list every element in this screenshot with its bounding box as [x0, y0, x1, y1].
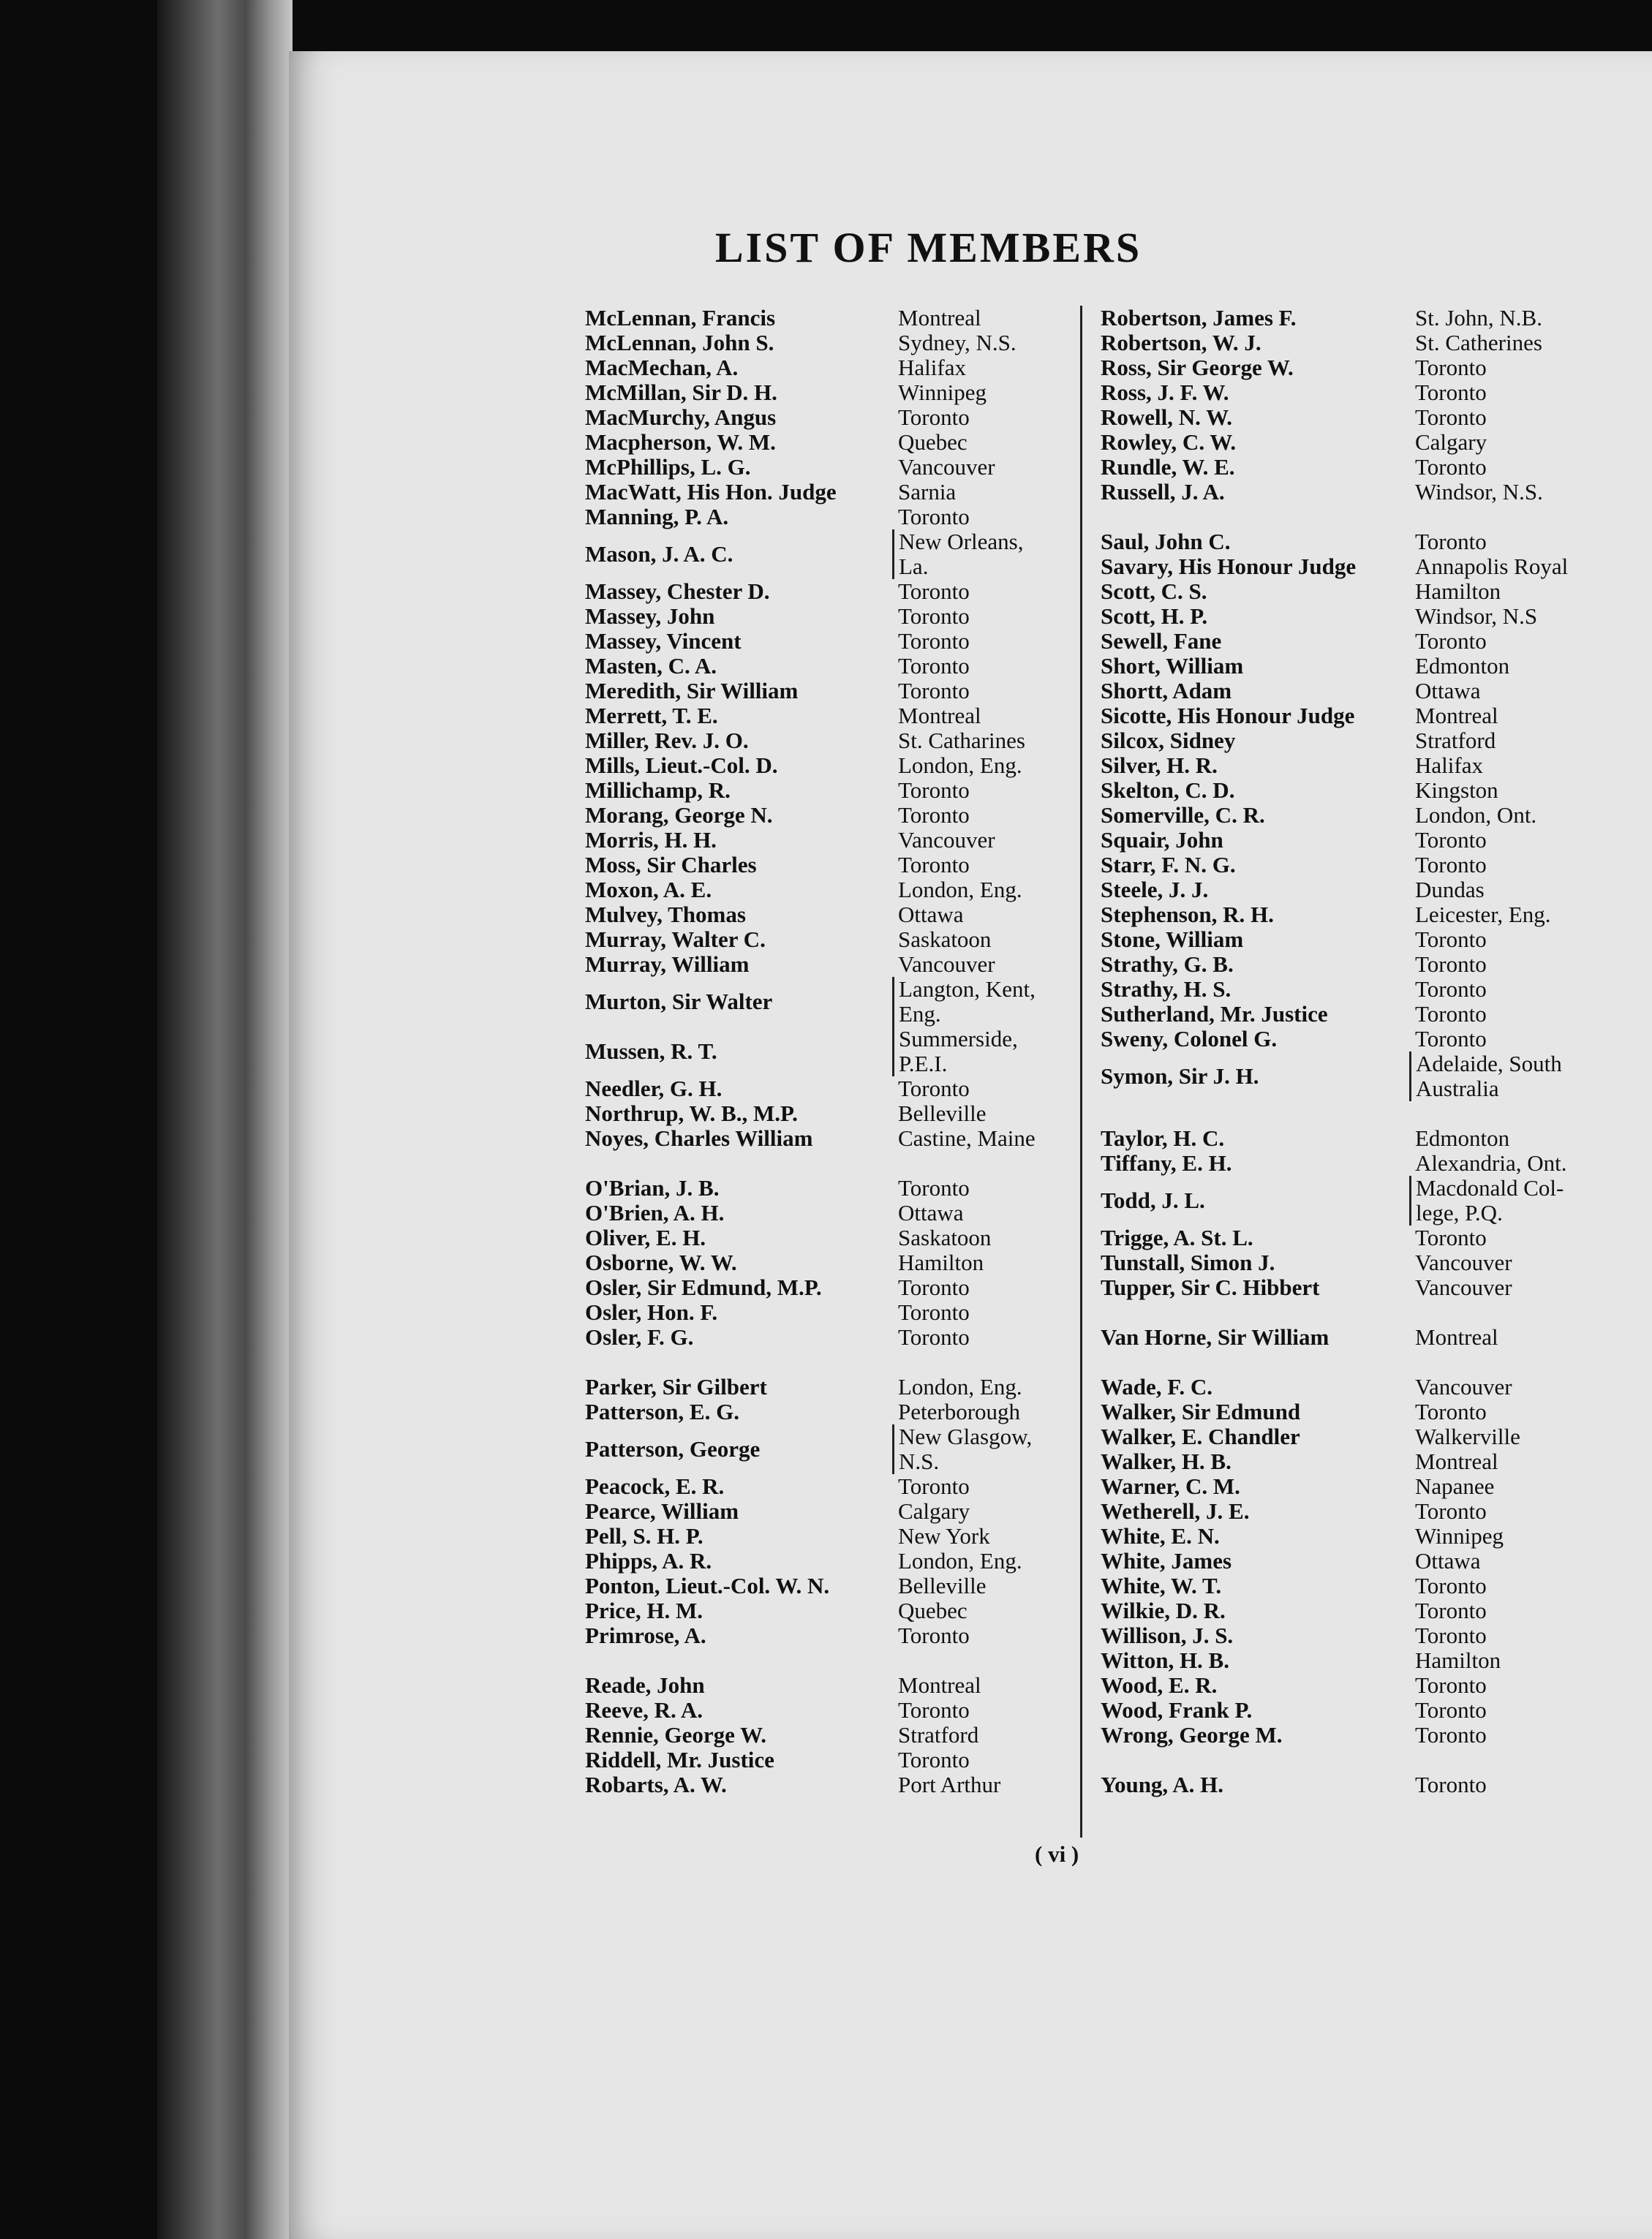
- member-place: Stratford: [1415, 728, 1496, 753]
- member-row: [1101, 803, 1638, 828]
- member-place: Calgary: [898, 1498, 970, 1524]
- member-name: McLennan, Francis: [585, 305, 776, 331]
- member-place: Toronto: [1415, 628, 1487, 654]
- member-name: Wood, E. R.: [1101, 1672, 1218, 1698]
- member-name: Mussen, R. T.: [585, 1038, 717, 1064]
- member-name: Price, H. M.: [585, 1598, 703, 1623]
- member-place: Toronto: [898, 1324, 970, 1350]
- member-place: Ottawa: [1415, 678, 1481, 703]
- member-name: Taylor, H. C.: [1101, 1125, 1225, 1151]
- member-name: Northrup, W. B., M.P.: [585, 1100, 798, 1126]
- member-row: [1101, 1424, 1638, 1449]
- member-place: Summerside, P.E.I.: [892, 1027, 1018, 1076]
- member-place: Montreal: [1415, 1449, 1498, 1474]
- member-name: Rennie, George W.: [585, 1722, 766, 1748]
- member-row: [1101, 430, 1638, 455]
- member-row: [1101, 927, 1638, 952]
- member-place: Edmonton: [1415, 1125, 1510, 1151]
- member-name: Reade, John: [585, 1672, 705, 1698]
- member-place: Napanee: [1415, 1473, 1495, 1499]
- member-name: Todd, J. L.: [1101, 1188, 1205, 1213]
- member-name: Young, A. H.: [1101, 1772, 1223, 1797]
- member-row: [1101, 1275, 1638, 1300]
- member-name: Wood, Frank P.: [1101, 1697, 1253, 1723]
- member-place: Toronto: [1415, 380, 1487, 405]
- member-place: Annapolis Royal: [1415, 554, 1569, 579]
- member-place: Dundas: [1415, 877, 1485, 902]
- member-place: Toronto: [898, 1697, 970, 1723]
- member-place: St. Catharines: [898, 728, 1025, 753]
- member-place: Quebec: [898, 429, 968, 455]
- member-row: [1101, 828, 1638, 853]
- member-place: Toronto: [1415, 404, 1487, 430]
- member-place: Vancouver: [1415, 1250, 1512, 1275]
- member-place: Toronto: [898, 1623, 970, 1648]
- member-name: Parker, Sir Gilbert: [585, 1374, 767, 1400]
- member-place: Vancouver: [898, 951, 995, 977]
- member-place: Toronto: [1415, 529, 1487, 554]
- member-row: [1101, 1623, 1638, 1648]
- member-place: Windsor, N.S.: [1415, 479, 1543, 505]
- member-name: Oliver, E. H.: [585, 1225, 706, 1250]
- member-row: [1101, 654, 1638, 679]
- member-name: Starr, F. N. G.: [1101, 852, 1236, 877]
- member-row: [1101, 1151, 1638, 1176]
- member-place: Sydney, N.S.: [898, 330, 1017, 355]
- member-place: Montreal: [1415, 1324, 1498, 1350]
- member-name: Walker, Sir Edmund: [1101, 1399, 1301, 1424]
- member-name: Strathy, H. S.: [1101, 976, 1232, 1002]
- member-name: Reeve, R. A.: [585, 1697, 703, 1723]
- member-name: Murton, Sir Walter: [585, 989, 773, 1014]
- member-place: Halifax: [1415, 752, 1483, 778]
- member-name: Manning, P. A.: [585, 504, 729, 529]
- member-place: Montreal: [898, 1672, 981, 1698]
- member-row: [1101, 1449, 1638, 1474]
- member-place: Saskatoon: [898, 1225, 992, 1250]
- member-row: [1101, 1375, 1638, 1400]
- member-place: Montreal: [898, 703, 981, 728]
- member-place: Langton, Kent, Eng.: [892, 977, 1036, 1027]
- member-row: [1101, 1673, 1638, 1698]
- member-row: [1101, 1598, 1638, 1623]
- member-place: Hamilton: [1415, 578, 1501, 604]
- member-row: [1101, 1648, 1638, 1673]
- member-place: Vancouver: [898, 454, 995, 480]
- member-name: Morang, George N.: [585, 802, 773, 828]
- member-place: Toronto: [1415, 355, 1487, 380]
- member-name: Ross, Sir George W.: [1101, 355, 1294, 380]
- member-place: Windsor, N.S: [1415, 603, 1538, 629]
- member-row: [1101, 1002, 1638, 1027]
- member-name: MacWatt, His Hon. Judge: [585, 479, 837, 505]
- member-name: Meredith, Sir William: [585, 678, 799, 703]
- member-place: Halifax: [898, 355, 966, 380]
- member-place: Toronto: [898, 777, 970, 803]
- member-name: Merrett, T. E.: [585, 703, 718, 728]
- member-name: Pell, S. H. P.: [585, 1523, 704, 1549]
- member-place: Hamilton: [898, 1250, 984, 1275]
- member-row: [1101, 679, 1638, 703]
- member-name: O'Brien, A. H.: [585, 1200, 725, 1226]
- member-row: [1101, 1176, 1638, 1226]
- member-name: Sutherland, Mr. Justice: [1101, 1001, 1328, 1027]
- member-name: Short, William: [1101, 653, 1244, 679]
- member-place: Macdonald Col- lege, P.Q.: [1409, 1176, 1564, 1226]
- member-row: [1101, 728, 1638, 753]
- member-place: Vancouver: [898, 827, 995, 853]
- member-name: Squair, John: [1101, 827, 1223, 853]
- member-name: Shortt, Adam: [1101, 678, 1232, 703]
- member-place: Toronto: [898, 1747, 970, 1772]
- member-place: Saskatoon: [898, 926, 992, 952]
- member-place: Montreal: [898, 305, 981, 331]
- member-name: Tiffany, E. H.: [1101, 1150, 1232, 1176]
- member-place: Toronto: [898, 404, 970, 430]
- member-place: Toronto: [1415, 1573, 1487, 1598]
- member-row: [1101, 1250, 1638, 1275]
- member-name: Riddell, Mr. Justice: [585, 1747, 774, 1772]
- member-place: Toronto: [1415, 1225, 1487, 1250]
- member-place: Toronto: [898, 802, 970, 828]
- member-name: Sewell, Fane: [1101, 628, 1222, 654]
- member-name: Skelton, C. D.: [1101, 777, 1235, 803]
- member-place: Winnipeg: [1415, 1523, 1504, 1549]
- member-row: [1101, 604, 1638, 629]
- member-place: Toronto: [898, 1473, 970, 1499]
- member-place: Alexandria, Ont.: [1415, 1150, 1567, 1176]
- member-row: [1101, 1027, 1638, 1051]
- member-place: Toronto: [1415, 1598, 1487, 1623]
- member-place: Walkerville: [1415, 1424, 1520, 1449]
- member-row: [1101, 1051, 1638, 1101]
- member-place: Toronto: [898, 1275, 970, 1300]
- member-place: Toronto: [1415, 1672, 1487, 1698]
- member-name: Witton, H. B.: [1101, 1647, 1229, 1673]
- member-place: Toronto: [898, 1076, 970, 1101]
- book-page: [289, 51, 1652, 2239]
- member-name: Walker, H. B.: [1101, 1449, 1232, 1474]
- member-name: MacMechan, A.: [585, 355, 739, 380]
- member-place: Ottawa: [1415, 1548, 1481, 1574]
- member-name: Rundle, W. E.: [1101, 454, 1235, 480]
- member-name: Robertson, James F.: [1101, 305, 1297, 331]
- member-place: New Orleans, La.: [892, 529, 1023, 579]
- member-row: [1101, 1574, 1638, 1598]
- member-place: Belleville: [898, 1573, 987, 1598]
- member-row: [1101, 1400, 1638, 1424]
- member-name: Warner, C. M.: [1101, 1473, 1240, 1499]
- member-row: [1101, 306, 1638, 331]
- member-row: [1101, 480, 1638, 505]
- member-place: Vancouver: [1415, 1374, 1512, 1400]
- member-name: Mulvey, Thomas: [585, 902, 746, 927]
- member-name: Masten, C. A.: [585, 653, 717, 679]
- member-name: Macpherson, W. M.: [585, 429, 776, 455]
- member-place: Montreal: [1415, 703, 1498, 728]
- member-place: Toronto: [1415, 1001, 1487, 1027]
- member-name: Rowell, N. W.: [1101, 404, 1232, 430]
- member-row: [1101, 1126, 1638, 1151]
- member-name: Phipps, A. R.: [585, 1548, 712, 1574]
- member-place: Stratford: [898, 1722, 979, 1748]
- member-name: White, James: [1101, 1548, 1232, 1574]
- member-place: Toronto: [898, 578, 970, 604]
- member-name: Symon, Sir J. H.: [1101, 1063, 1259, 1089]
- member-name: O'Brian, J. B.: [585, 1175, 720, 1201]
- member-place: Toronto: [898, 504, 970, 529]
- member-name: White, E. N.: [1101, 1523, 1220, 1549]
- member-name: Somerville, C. R.: [1101, 802, 1265, 828]
- member-row: [1101, 977, 1638, 1002]
- member-name: Stephenson, R. H.: [1101, 902, 1274, 927]
- member-place: Toronto: [898, 678, 970, 703]
- member-row: [1101, 853, 1638, 877]
- member-name: Van Horne, Sir William: [1101, 1324, 1329, 1350]
- member-name: Moxon, A. E.: [585, 877, 712, 902]
- member-place: Toronto: [898, 852, 970, 877]
- member-name: Osler, Sir Edmund, M.P.: [585, 1275, 822, 1300]
- member-place: Belleville: [898, 1100, 987, 1126]
- member-name: Wilkie, D. R.: [1101, 1598, 1226, 1623]
- column-divider: [1080, 306, 1082, 1838]
- member-row: [1101, 902, 1638, 927]
- member-row: [1101, 753, 1638, 778]
- member-row: [1101, 1723, 1638, 1748]
- member-row: [1101, 1524, 1638, 1549]
- member-row: [1101, 1772, 1638, 1797]
- member-place: Quebec: [898, 1598, 968, 1623]
- member-name: MacMurchy, Angus: [585, 404, 777, 430]
- member-place: Toronto: [1415, 454, 1487, 480]
- member-name: Peacock, E. R.: [585, 1473, 725, 1499]
- member-row: [1101, 1226, 1638, 1250]
- member-row: [1101, 1325, 1638, 1350]
- member-name: Sweny, Colonel G.: [1101, 1026, 1278, 1051]
- member-name: Willison, J. S.: [1101, 1623, 1234, 1648]
- member-place: Sarnia: [898, 479, 957, 505]
- member-name: Needler, G. H.: [585, 1076, 723, 1101]
- member-name: Wade, F. C.: [1101, 1374, 1213, 1400]
- member-name: Sicotte, His Honour Judge: [1101, 703, 1355, 728]
- member-name: Massey, John: [585, 603, 715, 629]
- member-name: Tunstall, Simon J.: [1101, 1250, 1275, 1275]
- member-place: Toronto: [1415, 827, 1487, 853]
- member-place: Toronto: [1415, 852, 1487, 877]
- member-row: [1101, 579, 1638, 604]
- member-name: Massey, Chester D.: [585, 578, 770, 604]
- member-name: White, W. T.: [1101, 1573, 1222, 1598]
- member-name: Pearce, William: [585, 1498, 739, 1524]
- member-name: Millichamp, R.: [585, 777, 731, 803]
- member-name: Saul, John C.: [1101, 529, 1231, 554]
- member-place: New York: [898, 1523, 990, 1549]
- member-place: Toronto: [898, 628, 970, 654]
- member-name: Savary, His Honour Judge: [1101, 554, 1357, 579]
- member-place: St. Catherines: [1415, 330, 1542, 355]
- member-row: [1101, 778, 1638, 803]
- member-name: Noyes, Charles William: [585, 1125, 813, 1151]
- member-place: Ottawa: [898, 902, 964, 927]
- member-place: London, Eng.: [898, 877, 1022, 902]
- member-name: Mills, Lieut.-Col. D.: [585, 752, 778, 778]
- member-name: Miller, Rev. J. O.: [585, 728, 749, 753]
- member-name: Murray, Walter C.: [585, 926, 766, 952]
- page-title: LIST OF MEMBERS: [714, 224, 1142, 271]
- member-name: Scott, H. P.: [1101, 603, 1208, 629]
- member-row: [1101, 703, 1638, 728]
- member-row: [1101, 952, 1638, 977]
- member-name: Morris, H. H.: [585, 827, 717, 853]
- member-place: Ottawa: [898, 1200, 964, 1226]
- member-place: Vancouver: [1415, 1275, 1512, 1300]
- member-name: Tupper, Sir C. Hibbert: [1101, 1275, 1320, 1300]
- member-name: Ponton, Lieut.-Col. W. N.: [585, 1573, 830, 1598]
- member-name: Mason, J. A. C.: [585, 541, 733, 567]
- member-name: McLennan, John S.: [585, 330, 774, 355]
- member-place: Toronto: [1415, 1498, 1487, 1524]
- member-row: [1101, 1549, 1638, 1574]
- member-name: Silver, H. R.: [1101, 752, 1218, 778]
- member-place: London, Eng.: [898, 1374, 1022, 1400]
- member-name: Wetherell, J. E.: [1101, 1498, 1250, 1524]
- member-place: New Glasgow, N.S.: [892, 1424, 1032, 1474]
- member-place: St. John, N.B.: [1415, 305, 1542, 331]
- member-place: Toronto: [1415, 1399, 1487, 1424]
- member-name: Moss, Sir Charles: [585, 852, 757, 877]
- member-row: [1101, 331, 1638, 355]
- member-name: Russell, J. A.: [1101, 479, 1225, 505]
- member-row: [1101, 355, 1638, 380]
- member-name: Ross, J. F. W.: [1101, 380, 1229, 405]
- member-row: [1101, 455, 1638, 480]
- member-name: McPhillips, L. G.: [585, 454, 751, 480]
- member-name: Robertson, W. J.: [1101, 330, 1261, 355]
- page-number: ( vi ): [1035, 1841, 1079, 1867]
- member-place: Toronto: [898, 653, 970, 679]
- member-place: Toronto: [1415, 976, 1487, 1002]
- member-place: Leicester, Eng.: [1415, 902, 1551, 927]
- member-name: Scott, C. S.: [1101, 578, 1207, 604]
- member-name: Primrose, A.: [585, 1623, 706, 1648]
- member-place: Toronto: [898, 1299, 970, 1325]
- member-place: Toronto: [1415, 1623, 1487, 1648]
- member-place: Port Arthur: [898, 1772, 1001, 1797]
- member-row: [1101, 1698, 1638, 1723]
- member-place: Toronto: [1415, 951, 1487, 977]
- member-name: Patterson, E. G.: [585, 1399, 739, 1424]
- member-place: Toronto: [1415, 1772, 1487, 1797]
- member-place: Kingston: [1415, 777, 1498, 803]
- member-row: [1101, 554, 1638, 579]
- member-name: McMillan, Sir D. H.: [585, 380, 777, 405]
- members-right-column: [1101, 306, 1638, 1797]
- member-name: Robarts, A. W.: [585, 1772, 727, 1797]
- member-row: [1101, 1474, 1638, 1499]
- member-row: [1101, 380, 1638, 405]
- member-place: London, Eng.: [898, 1548, 1022, 1574]
- book-spine: [157, 0, 293, 2239]
- member-name: Osler, F. G.: [585, 1324, 694, 1350]
- member-place: Toronto: [898, 603, 970, 629]
- member-place: Peterborough: [898, 1399, 1021, 1424]
- member-name: Massey, Vincent: [585, 628, 742, 654]
- member-row: [1101, 405, 1638, 430]
- member-name: Stone, William: [1101, 926, 1244, 952]
- member-row: [1101, 529, 1638, 554]
- member-place: Toronto: [1415, 1722, 1487, 1748]
- member-name: Patterson, George: [585, 1436, 761, 1462]
- member-place: Toronto: [1415, 926, 1487, 952]
- member-place: Winnipeg: [898, 380, 987, 405]
- member-place: Toronto: [1415, 1697, 1487, 1723]
- member-row: [1101, 877, 1638, 902]
- member-place: Toronto: [898, 1175, 970, 1201]
- member-name: Rowley, C. W.: [1101, 429, 1237, 455]
- member-name: Walker, E. Chandler: [1101, 1424, 1300, 1449]
- member-place: London, Ont.: [1415, 802, 1537, 828]
- member-row: [1101, 1499, 1638, 1524]
- member-name: Wrong, George M.: [1101, 1722, 1283, 1748]
- member-name: Murray, William: [585, 951, 750, 977]
- member-name: Steele, J. J.: [1101, 877, 1209, 902]
- member-name: Silcox, Sidney: [1101, 728, 1236, 753]
- member-name: Strathy, G. B.: [1101, 951, 1234, 977]
- member-place: Adelaide, South Australia: [1409, 1051, 1562, 1101]
- member-place: Calgary: [1415, 429, 1487, 455]
- member-name: Osler, Hon. F.: [585, 1299, 718, 1325]
- member-place: Castine, Maine: [898, 1125, 1036, 1151]
- member-name: Trigge, A. St. L.: [1101, 1225, 1253, 1250]
- member-row: [1101, 629, 1638, 654]
- member-place: Edmonton: [1415, 653, 1510, 679]
- member-name: Osborne, W. W.: [585, 1250, 737, 1275]
- member-place: London, Eng.: [898, 752, 1022, 778]
- member-place: Hamilton: [1415, 1647, 1501, 1673]
- member-place: Toronto: [1415, 1026, 1487, 1051]
